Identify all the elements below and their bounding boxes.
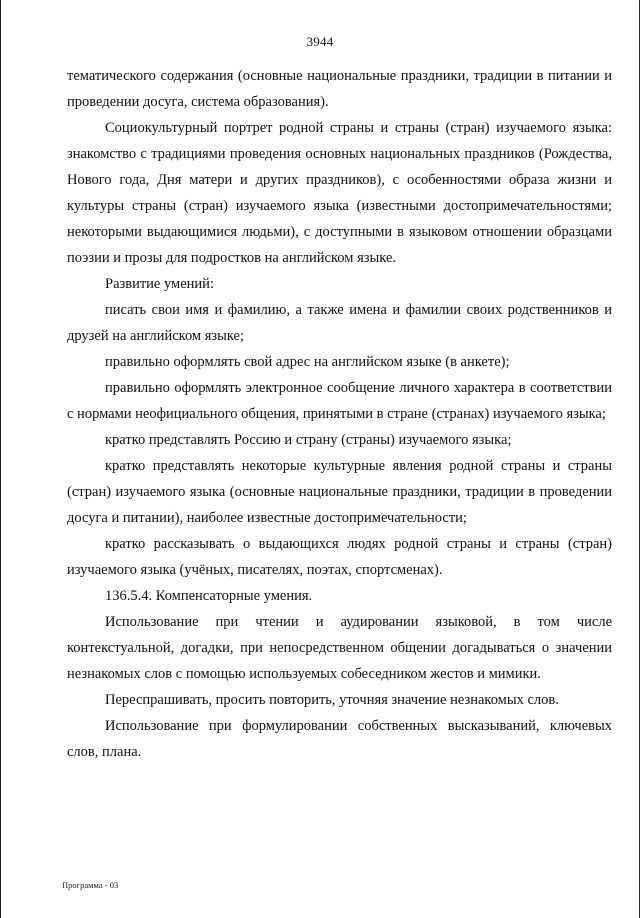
paragraph-asking-again: Переспрашивать, просить повторить, уточняя значение незнакомых слов. — [105, 692, 559, 708]
paragraph-skill-outstanding-people: кратко рассказывать о выдающихся людях родной страны и страны (стран) изучаемого языка (учёных, писателях, поэтах, спортсменах). — [67, 536, 612, 578]
paragraph-continuation: тематического содержания (основные национальные праздники, традиции в питании и проведении досуга, система образования). — [67, 68, 612, 110]
paragraph-skill-address: правильно оформлять свой адрес на английском языке (в анкете); — [105, 354, 510, 370]
paragraph-skills-heading: Развитие умений: — [105, 276, 214, 292]
section-heading-compensatory-skills: 136.5.4. Компенсаторные умения. — [105, 588, 313, 604]
paragraph-keywords-plan: Использование при формулировании собственных высказываний, ключевых слов, плана. — [67, 718, 612, 760]
document-body — [67, 63, 612, 765]
paragraph-skill-cultural-phenomena: кратко представлять некоторые культурные явления родной страны и страны (стран) изучаемого языка (основные национальные праздники, традиции в проведении досуга и питании), наиболее известные достопримечательности; — [67, 458, 612, 526]
paragraph-skill-email: правильно оформлять электронное сообщение личного характера в соответствии с нормами неофициального общения, принятыми в стране (странах) изучаемого языка; — [67, 380, 612, 422]
paragraph-sociocultural-portrait: Социокультурный портрет родной страны и страны (стран) изучаемого языка: знакомство с традициями проведения основных национальных праздников (Рождества, Нового года, Дня матери и других праздников), с особенностями образа жизни и культуры страны (стран) изучаемого языка (известными достопримечательностями; некоторыми выдающимися людьми), с доступными в языковом отношении образцами поэзии и прозы для подростков на английском языке. — [67, 120, 612, 266]
paragraph-skill-names: писать свои имя и фамилию, а также имена и фамилии своих родственников и друзей на английском языке; — [67, 302, 612, 344]
paragraph-skill-present-country: кратко представлять Россию и страну (страны) изучаемого языка; — [105, 432, 512, 448]
page-number: 3944 — [306, 34, 334, 49]
page-footer: Программа - 03 — [62, 880, 119, 890]
paragraph-guessing: Использование при чтении и аудировании языковой, в том числе контекстуальной, догадки, при непосредственном общении догадываться о значении незнакомых слов с помощью используемых собеседником жестов и мимики. — [67, 614, 612, 682]
